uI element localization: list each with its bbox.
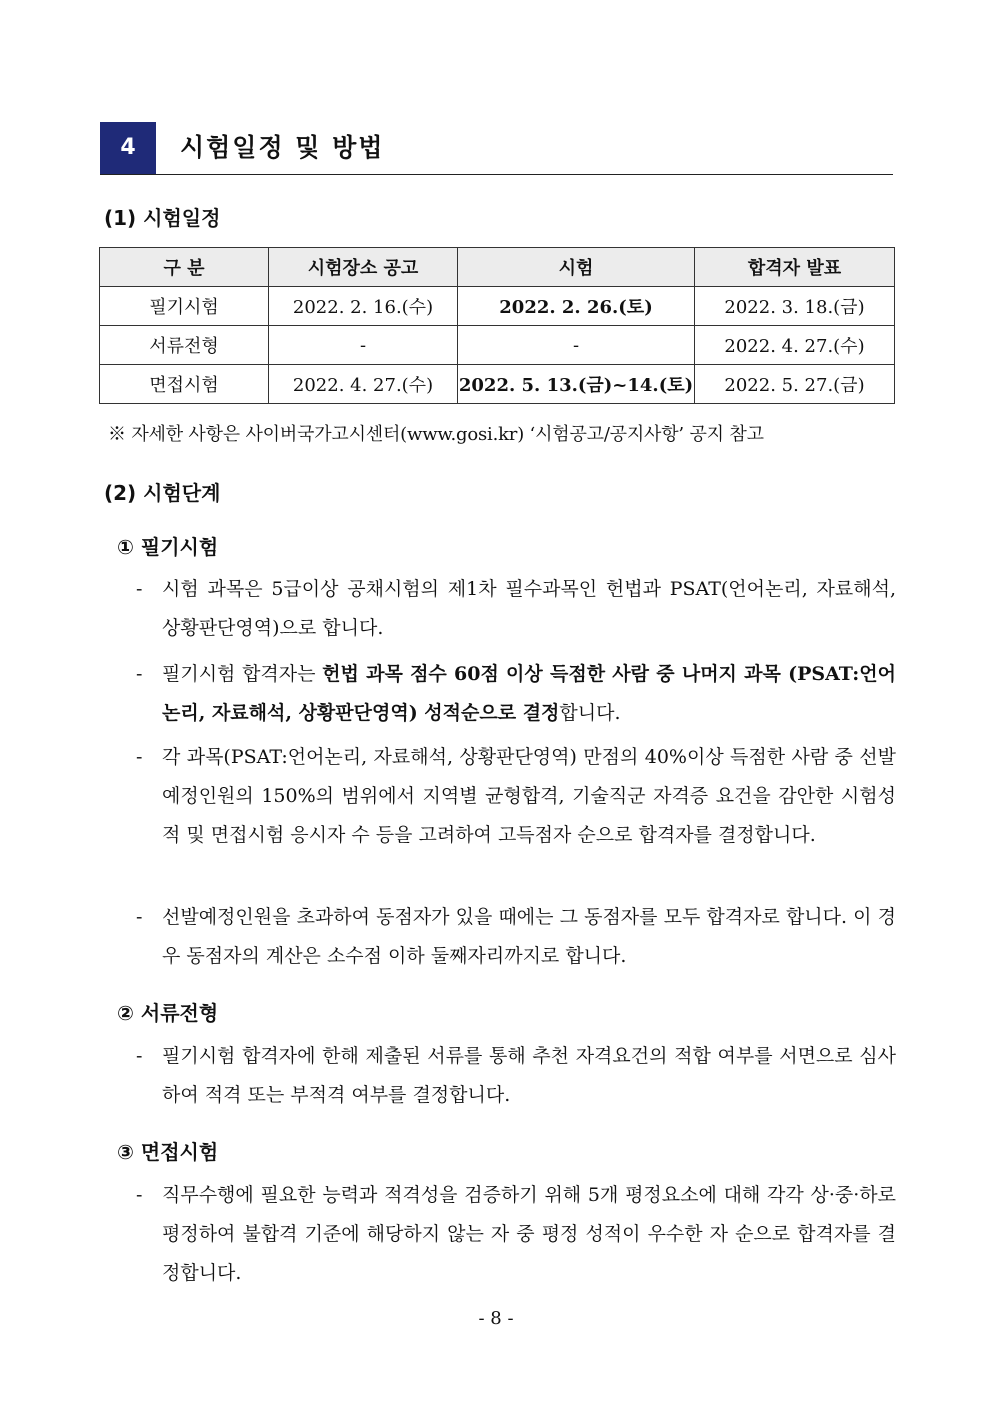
table-cell: - [269, 326, 458, 365]
bullet-item [136, 570, 896, 648]
interview-heading: ③ 면접시험 [117, 1140, 219, 1164]
bullet-text [162, 655, 896, 733]
page-number: - 8 - [478, 1308, 514, 1329]
column-header: 시험장소 공고 [269, 248, 458, 287]
written-exam-heading: ① 필기시험 [117, 535, 219, 559]
table-cell: 2022. 5. 27.(금) [695, 365, 895, 404]
bullet-dash: - [136, 663, 143, 685]
bullet-dash: - [136, 1045, 143, 1067]
reference-note: ※ 자세한 사항은 사이버국가고시센터(www.gosi.kr) ‘시험공고/공지사항’ 공지 참고 [108, 424, 764, 445]
bullet-text: 직무수행에 필요한 능력과 적격성을 검증하기 위해 5개 평정요소에 대해 각각 상·중·하로 평정하여 불합격 기준에 해당하지 않는 자 중 평정 성적이 우수한 자 순으로 합격자를 결정합니다. [162, 1184, 896, 1284]
table-cell: 필기시험 [100, 287, 269, 326]
schedule-heading: (1) 시험일정 [104, 206, 221, 230]
table-row [100, 287, 895, 326]
table-header-row [100, 248, 895, 287]
table-cell: 서류전형 [100, 326, 269, 365]
table-cell: - [458, 326, 695, 365]
section-title: 시험일정 및 방법 [180, 133, 385, 162]
bullet-dash: - [136, 906, 143, 928]
bullet-text-emphasis: 헌법 과목 점수 60점 이상 득점한 사람 중 나머지 과목 (PSAT:언어논리, 자료해석, 상황판단영역) 성적순으로 결정 [162, 663, 896, 724]
table-cell: 2022. 2. 16.(수) [269, 287, 458, 326]
bullet-item [136, 655, 896, 733]
documents-heading: ② 서류전형 [117, 1001, 219, 1025]
bullet-item [136, 1176, 896, 1293]
bullet-dash: - [136, 746, 143, 768]
table-row [100, 365, 895, 404]
table-cell: 2022. 2. 26.(토) [458, 287, 695, 326]
bullet-dash: - [136, 578, 143, 600]
table-row [100, 326, 895, 365]
bullet-text: 필기시험 합격자에 한해 제출된 서류를 통해 추천 자격요건의 적합 여부를 서면으로 심사하여 적격 또는 부적격 여부를 결정합니다. [162, 1045, 896, 1106]
bullet-text-plain: 필기시험 합격자는 [162, 663, 323, 685]
bullet-text-plain: 합니다. [559, 702, 621, 724]
bullet-text: 선발예정인원을 초과하여 동점자가 있을 때에는 그 동점자를 모두 합격자로 합니다. 이 경우 동점자의 계산은 소수점 이하 둘째자리까지로 합니다. [162, 906, 896, 967]
table-cell: 2022. 4. 27.(수) [269, 365, 458, 404]
stages-heading: (2) 시험단계 [104, 481, 221, 505]
section-number: 4 [100, 122, 156, 174]
bullet-text: 각 과목(PSAT:언어논리, 자료해석, 상황판단영역) 만점의 40%이상 득점한 사람 중 선발예정인원의 150%의 범위에서 지역별 균형합격, 기술직군 자격증 요건을 감안한 시험성적 및 면접시험 응시자 수 등을 고려하여 고득점자 순으로 합격자를 결정합니다. [162, 746, 896, 846]
table-cell: 2022. 3. 18.(금) [695, 287, 895, 326]
bullet-item [136, 898, 896, 976]
column-header: 구 분 [100, 248, 269, 287]
bullet-text: 시험 과목은 5급이상 공채시험의 제1차 필수과목인 헌법과 PSAT(언어논리, 자료해석, 상황판단영역)으로 합니다. [162, 578, 896, 639]
column-header: 시험 [458, 248, 695, 287]
section-header [100, 122, 893, 175]
column-header: 합격자 발표 [695, 248, 895, 287]
table-cell: 2022. 4. 27.(수) [695, 326, 895, 365]
bullet-dash: - [136, 1184, 143, 1206]
table-cell: 2022. 5. 13.(금)~14.(토) [458, 365, 695, 404]
bullet-item [136, 738, 896, 855]
table-cell: 면접시험 [100, 365, 269, 404]
schedule-table [99, 247, 895, 404]
bullet-item [136, 1037, 896, 1115]
